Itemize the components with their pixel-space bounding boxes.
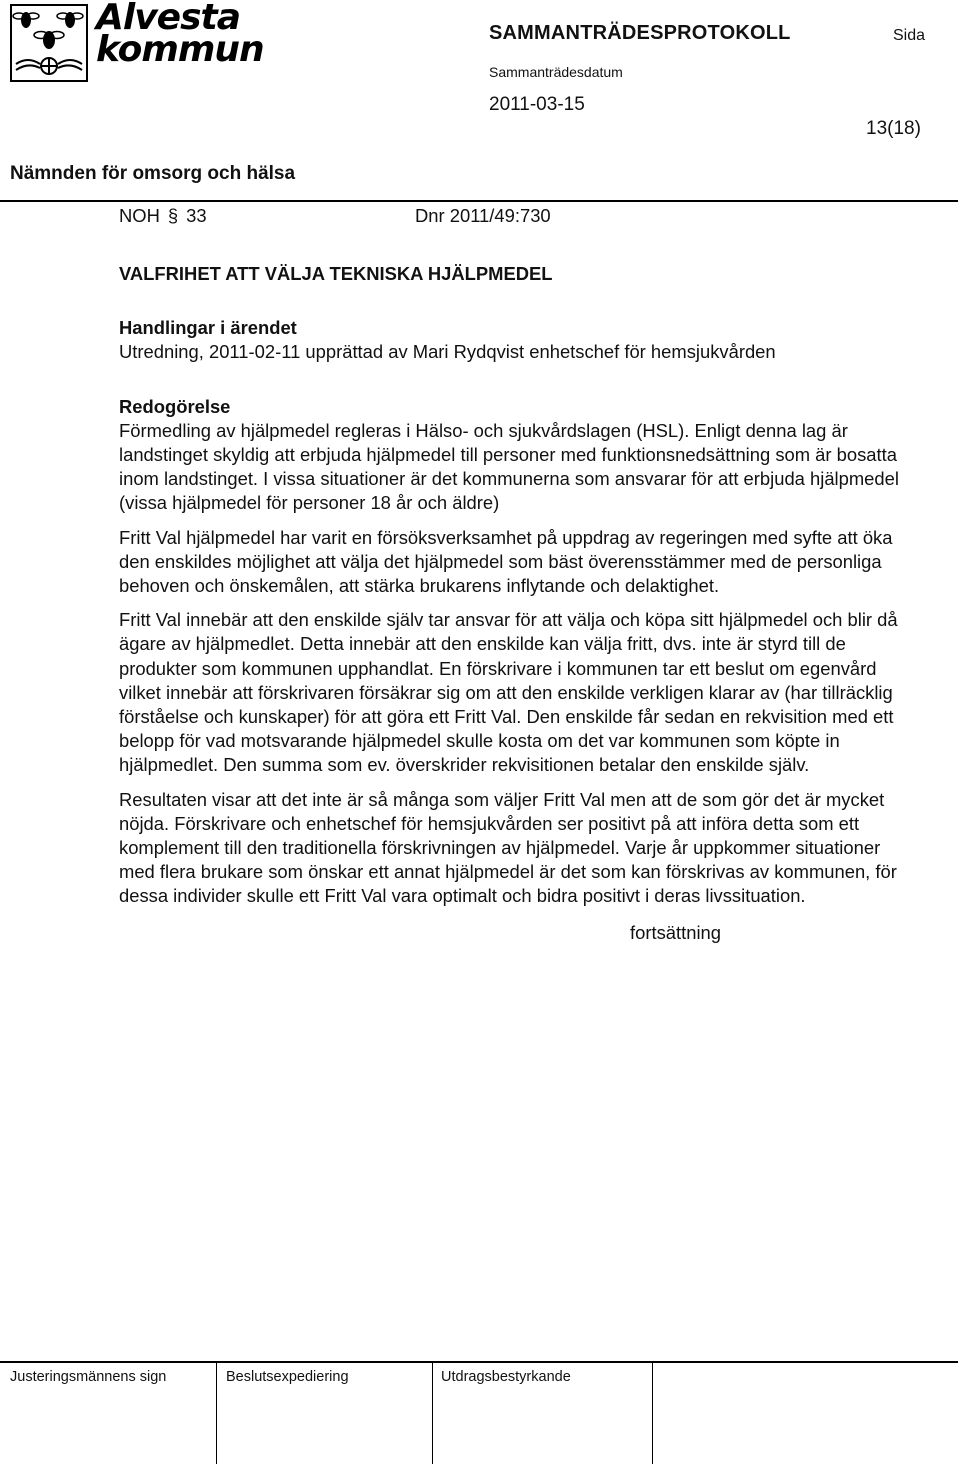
case-reference	[119, 204, 899, 228]
diary-number: Dnr 2011/49:730	[415, 205, 551, 226]
report-paragraph-4: Resultaten visar att det inte är så många som väljer Fritt Val men att de som gör det är mycket nöjda. Förskrivare och enhetschef för hemsjukvården ser positivt på att införa detta som ett komplement till den traditionella förskrivningen av hjälpmedel. Varje år uppkommer situationer med flera brukare som önskar ett annat hjälpmedel är det som kan förskrivas av kommunen, för dessa individer skulle ett Fritt Val vara optimalt och bidra positivt i deras livssituation.	[119, 788, 897, 907]
report-heading: Redogörelse	[119, 395, 231, 417]
page-label: Sida	[893, 27, 926, 44]
signature-cell-3	[433, 1361, 653, 1464]
documents-text: Utredning, 2011-02-11 upprättad av Mari Rydqvist enhetschef för hemsjukvården	[119, 341, 776, 363]
document-type: SAMMANTRÄDESPROTOKOLL	[489, 22, 791, 44]
documents-heading: Handlingar i ärendet	[119, 317, 297, 339]
continuation-note: fortsättning	[630, 921, 721, 943]
signature-footer	[0, 1361, 960, 1464]
report-paragraph-3: Fritt Val innebär att den enskilde själv tar ansvar för att välja och köpa sitt hjälpmedel och blir då ägare av hjälpmedlet. Detta innebär att den enskilde kan välja fritt, dvs. inte är styrd till de produkter som kommunen upphandlat. En förskrivare i kommunen tar ett beslut om egenvård vilket innebär att förskrivaren försäkrar sig om att den enskilde verkligen klarar av (har tillräcklig förståelse och kunskaper) för att göra ett Fritt Val. Den enskilde får sedan en rekvisition med ett belopp för vad motsvarande hjälpmedel skulle kosta om det var kommunen som köpte in hjälpmedlet. Den summa som ev. överskrider rekvisitionen betalar den enskilde själv.	[119, 609, 898, 776]
municipality-logo	[10, 0, 264, 82]
decision-dispatch-label: Beslutsexpediering	[226, 1369, 349, 1385]
logo-line-2: kommun	[96, 29, 264, 70]
case-number: NOH § 33	[119, 205, 207, 226]
extract-certification-label: Utdragsbestyrkande	[441, 1369, 571, 1385]
header-divider	[0, 200, 958, 202]
case-title: VALFRIHET ATT VÄLJA TEKNISKA HJÄLPMEDEL	[119, 263, 553, 284]
meeting-date-label: Sammanträdesdatum	[489, 64, 623, 80]
adjusters-signature-label: Justeringsmännens sign	[10, 1369, 167, 1385]
section-sign-icon: §	[167, 205, 179, 226]
coat-of-arms-icon	[10, 4, 88, 82]
meeting-date: 2011-03-15	[489, 94, 585, 115]
document-body	[119, 204, 899, 945]
report-paragraph-1: Förmedling av hjälpmedel regleras i Hälso- och sjukvårdslagen (HSL). Enligt denna lag är landstinget skyldig att erbjuda hjälpmedel till personer med funktionsnedsättning som är bosatta inom landstinget. I vissa situationer är det kommunerna som ansvarar för att erbjuda hjälpmedel (vissa hjälpmedel för personer 18 år och äldre)	[119, 419, 899, 514]
page-number: 13(18)	[866, 118, 921, 139]
committee-name: Nämnden för omsorg och hälsa	[10, 163, 296, 184]
signature-cell-2	[217, 1361, 433, 1464]
report-paragraph-2: Fritt Val hjälpmedel har varit en försöksverksamhet på uppdrag av regeringen med syfte att öka den enskildes möjlighet att välja det hjälpmedel som bäst överensstämmer med de personliga behoven och önskemålen, att stärka brukarens inflytande och delaktighet.	[119, 526, 893, 597]
logo-line-1: Alvesta	[96, 0, 241, 38]
signature-cell-1	[0, 1361, 217, 1464]
